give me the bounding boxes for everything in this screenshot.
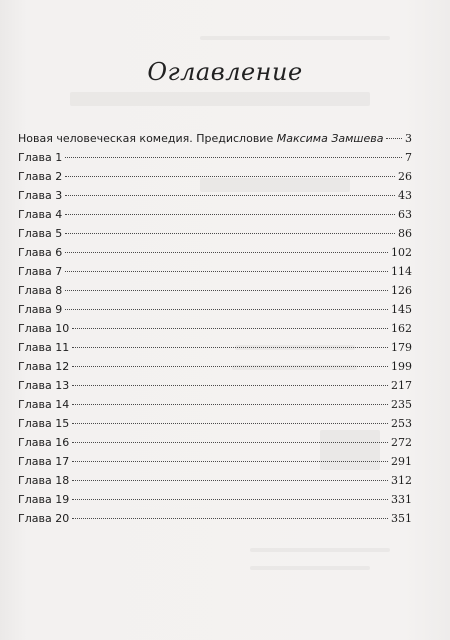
dot-leader bbox=[65, 309, 388, 310]
toc-row-chapter[interactable] bbox=[18, 205, 412, 224]
toc-row-label: Глава 5 bbox=[18, 227, 63, 240]
toc-row-chapter[interactable] bbox=[18, 224, 412, 243]
toc-row-label: Глава 4 bbox=[18, 208, 63, 221]
dot-leader bbox=[65, 157, 402, 158]
toc-row-page-number: 351 bbox=[391, 512, 412, 525]
toc-row-chapter[interactable] bbox=[18, 490, 412, 509]
toc-row-label: Глава 19 bbox=[18, 493, 70, 506]
toc-row-chapter[interactable] bbox=[18, 357, 412, 376]
dot-leader bbox=[72, 366, 388, 367]
toc-row-page-number: 179 bbox=[391, 341, 412, 354]
toc-row-label: Глава 8 bbox=[18, 284, 63, 297]
show-through-line bbox=[70, 92, 370, 106]
toc-row-page-number: 3 bbox=[405, 132, 412, 145]
toc-row-chapter[interactable] bbox=[18, 452, 412, 471]
show-through-line bbox=[200, 36, 390, 40]
toc-row-page-number: 235 bbox=[391, 398, 412, 411]
dot-leader bbox=[72, 328, 388, 329]
toc-row-chapter[interactable] bbox=[18, 376, 412, 395]
show-through-line bbox=[250, 566, 370, 570]
dot-leader bbox=[72, 499, 388, 500]
toc-row-label: Глава 1 bbox=[18, 151, 63, 164]
toc-row-chapter[interactable] bbox=[18, 243, 412, 262]
toc-row-label: Глава 12 bbox=[18, 360, 70, 373]
dot-leader bbox=[386, 138, 402, 139]
toc-row-page-number: 199 bbox=[391, 360, 412, 373]
toc-row-page-number: 253 bbox=[391, 417, 412, 430]
toc-row-page-number: 291 bbox=[391, 455, 412, 468]
table-of-contents bbox=[18, 129, 412, 528]
toc-row-page-number: 26 bbox=[398, 170, 412, 183]
toc-row-page-number: 272 bbox=[391, 436, 412, 449]
toc-row-intro[interactable] bbox=[18, 129, 412, 148]
toc-row-label: Глава 17 bbox=[18, 455, 70, 468]
toc-row-label: Глава 2 bbox=[18, 170, 63, 183]
dot-leader bbox=[65, 290, 388, 291]
toc-row-chapter[interactable] bbox=[18, 509, 412, 528]
dot-leader bbox=[72, 518, 388, 519]
toc-row-page-number: 7 bbox=[405, 151, 412, 164]
show-through-line bbox=[250, 548, 390, 552]
toc-row-label: Новая человеческая комедия. Предисловие Максима Замшева bbox=[18, 132, 384, 145]
toc-row-chapter[interactable] bbox=[18, 186, 412, 205]
dot-leader bbox=[65, 233, 395, 234]
toc-row-page-number: 102 bbox=[391, 246, 412, 259]
toc-row-page-number: 312 bbox=[391, 474, 412, 487]
toc-row-page-number: 331 bbox=[391, 493, 412, 506]
page-title: Оглавление bbox=[147, 58, 303, 86]
toc-row-label: Глава 20 bbox=[18, 512, 70, 525]
toc-row-label: Глава 3 bbox=[18, 189, 63, 202]
toc-row-chapter[interactable] bbox=[18, 319, 412, 338]
dot-leader bbox=[72, 480, 388, 481]
toc-row-label: Глава 13 bbox=[18, 379, 70, 392]
toc-row-chapter[interactable] bbox=[18, 414, 412, 433]
toc-row-label: Глава 6 bbox=[18, 246, 63, 259]
toc-row-label: Глава 18 bbox=[18, 474, 70, 487]
toc-row-label: Глава 9 bbox=[18, 303, 63, 316]
toc-row-chapter[interactable] bbox=[18, 262, 412, 281]
toc-row-page-number: 162 bbox=[391, 322, 412, 335]
toc-row-label: Глава 11 bbox=[18, 341, 70, 354]
toc-row-page-number: 43 bbox=[398, 189, 412, 202]
toc-row-label: Глава 10 bbox=[18, 322, 70, 335]
toc-row-label: Глава 14 bbox=[18, 398, 70, 411]
dot-leader bbox=[65, 252, 388, 253]
toc-row-chapter[interactable] bbox=[18, 148, 412, 167]
toc-row-page-number: 145 bbox=[391, 303, 412, 316]
toc-row-chapter[interactable] bbox=[18, 281, 412, 300]
toc-row-chapter[interactable] bbox=[18, 395, 412, 414]
dot-leader bbox=[65, 214, 395, 215]
toc-row-chapter[interactable] bbox=[18, 338, 412, 357]
toc-row-page-number: 126 bbox=[391, 284, 412, 297]
toc-row-chapter[interactable] bbox=[18, 433, 412, 452]
dot-leader bbox=[65, 271, 388, 272]
toc-row-chapter[interactable] bbox=[18, 471, 412, 490]
toc-row-page-number: 86 bbox=[398, 227, 412, 240]
dot-leader bbox=[72, 385, 388, 386]
dot-leader bbox=[72, 461, 388, 462]
toc-row-label: Глава 16 bbox=[18, 436, 70, 449]
toc-row-page-number: 217 bbox=[391, 379, 412, 392]
toc-row-author: Максима Замшева bbox=[276, 132, 384, 145]
dot-leader bbox=[65, 195, 395, 196]
toc-row-chapter[interactable] bbox=[18, 300, 412, 319]
toc-row-page-number: 114 bbox=[391, 265, 412, 278]
dot-leader bbox=[72, 347, 388, 348]
dot-leader bbox=[72, 423, 388, 424]
toc-row-label: Глава 15 bbox=[18, 417, 70, 430]
dot-leader bbox=[65, 176, 395, 177]
toc-row-page-number: 63 bbox=[398, 208, 412, 221]
dot-leader bbox=[72, 404, 388, 405]
toc-row-label: Глава 7 bbox=[18, 265, 63, 278]
dot-leader bbox=[72, 442, 388, 443]
toc-row-chapter[interactable] bbox=[18, 167, 412, 186]
